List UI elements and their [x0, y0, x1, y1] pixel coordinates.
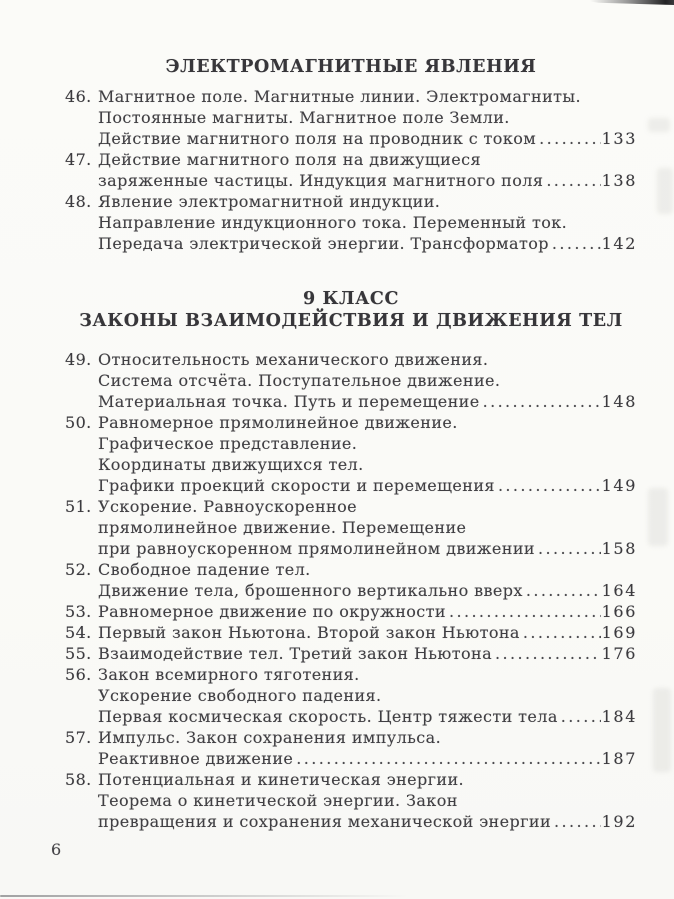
entry-line: Потенциальная и кинетическая энергии. [98, 770, 465, 789]
entry-number: 47. [65, 150, 92, 169]
entry-text: Передача электрической энергии. Трансформатор [98, 234, 549, 253]
toc-entry [65, 149, 637, 191]
dot-leader [546, 170, 600, 191]
toc-entry [65, 727, 637, 769]
entry-line: Ускорение свободного падения. [98, 686, 382, 705]
scan-bleed-through-mark [648, 118, 670, 132]
toc-entry [65, 191, 637, 254]
footer-page-number: 6 [51, 840, 62, 859]
entry-page-number: 133 [601, 129, 637, 148]
entry-number: 56. [65, 665, 92, 684]
entry-line: Относительность механического движения. [98, 350, 489, 369]
entry-line [98, 643, 637, 664]
entry-line: Действие магнитного поля на движущиеся [98, 150, 481, 169]
dot-leader [526, 580, 601, 601]
entry-number: 54. [65, 623, 92, 642]
dot-leader [498, 475, 601, 496]
toc-entry [65, 664, 637, 727]
entry-page-number: 148 [601, 392, 637, 411]
entry-page-number: 138 [601, 171, 637, 190]
section-titles [65, 56, 637, 78]
entry-text: Первая космическая скорость. Центр тяжести тела [98, 707, 558, 726]
entry-number: 57. [65, 728, 92, 747]
dot-leader [523, 622, 601, 643]
entry-number: 58. [65, 770, 92, 789]
entry-line [98, 622, 637, 643]
entry-line: Направление индукционного тока. Переменный ток. [98, 213, 568, 232]
entry-line: Свободное падение тел. [98, 560, 311, 579]
toc-entry [65, 349, 637, 412]
entry-text: Равномерное движение по окружности [98, 602, 446, 621]
scan-bleed-through-mark [648, 488, 668, 546]
scan-bottom-edge-shadow [0, 895, 408, 898]
entry-page-number: 184 [601, 707, 637, 726]
entry-text: Действие магнитного поля на проводник с током [98, 129, 537, 148]
entry-line [98, 601, 637, 622]
entry-page-number: 166 [601, 602, 637, 621]
section-title: ЭЛЕКТРОМАГНИТНЫЕ ЯВЛЕНИЯ [165, 57, 537, 77]
entry-line [98, 580, 637, 601]
dot-leader [483, 391, 601, 412]
section-entries [65, 349, 637, 832]
entry-line: Импульс. Закон сохранения импульса. [98, 728, 442, 747]
entry-line [98, 811, 637, 832]
entry-number: 46. [65, 87, 92, 106]
entry-line [98, 391, 637, 412]
section-title: 9 КЛАСС [303, 289, 399, 309]
dot-leader [554, 811, 601, 832]
dot-leader [538, 538, 601, 559]
entry-number: 52. [65, 560, 92, 579]
entry-number: 55. [65, 644, 92, 663]
section-title: ЗАКОНЫ ВЗАИМОДЕЙСТВИЯ И ДВИЖЕНИЯ ТЕЛ [79, 311, 623, 331]
toc-entry [65, 643, 637, 664]
entry-page-number: 164 [601, 581, 637, 600]
entry-line: прямолинейное движение. Перемещение [98, 518, 467, 537]
entry-page-number: 142 [601, 234, 637, 253]
entry-page-number: 169 [601, 623, 637, 642]
toc-section [65, 288, 637, 832]
entry-line [98, 475, 637, 496]
entry-line: Явление электромагнитной индукции. [98, 192, 441, 211]
entry-line: Магнитное поле. Магнитные линии. Электромагниты. [98, 87, 582, 106]
entry-text: Материальная точка. Путь и перемещение [98, 392, 480, 411]
toc-entry [65, 559, 637, 601]
dot-leader [449, 601, 601, 622]
entry-number: 49. [65, 350, 92, 369]
toc-entry [65, 769, 637, 832]
entry-text: заряженные частицы. Индукция магнитного поля [98, 171, 544, 190]
entry-page-number: 158 [601, 539, 637, 558]
toc-entry [65, 496, 637, 559]
entry-line [98, 233, 637, 254]
toc-entry [65, 601, 637, 622]
toc-entry [65, 86, 637, 149]
entry-page-number: 176 [601, 644, 637, 663]
dot-leader [296, 748, 600, 769]
toc [65, 0, 637, 832]
dot-leader [495, 643, 601, 664]
entry-text: Взаимодействие тел. Третий закон Ньютона [98, 644, 493, 663]
entry-line: Ускорение. Равноускоренное [98, 497, 357, 516]
entry-line: Равномерное прямолинейное движение. [98, 413, 458, 432]
scan-bleed-through-mark [653, 688, 671, 772]
scan-bleed-through-mark [657, 168, 673, 214]
entry-line: Закон всемирного тяготения. [98, 665, 360, 684]
entry-line: Координаты движущихся тел. [98, 455, 364, 474]
dot-leader [561, 706, 601, 727]
dot-leader [539, 128, 601, 149]
entry-number: 48. [65, 192, 92, 211]
entry-line: Система отсчёта. Поступательное движение. [98, 371, 501, 390]
dot-leader [552, 233, 601, 254]
entry-text: Движение тела, брошенного вертикально вверх [98, 581, 523, 600]
entry-text: Первый закон Ньютона. Второй закон Ньютона [98, 623, 520, 642]
entry-line: Теорема о кинетической энергии. Закон [98, 791, 458, 810]
entry-number: 50. [65, 413, 92, 432]
toc-entry [65, 622, 637, 643]
entry-number: 51. [65, 497, 92, 516]
entry-text: превращения и сохранения механической энергии [98, 812, 552, 831]
entry-text: Реактивное движение [98, 749, 294, 768]
entry-line [98, 748, 637, 769]
entry-line [98, 538, 637, 559]
entry-line [98, 128, 637, 149]
entry-number: 53. [65, 602, 92, 621]
entry-line [98, 706, 637, 727]
entry-page-number: 192 [601, 812, 637, 831]
entry-text: Графики проекций скорости и перемещения [98, 476, 495, 495]
entry-line: Графическое представление. [98, 434, 358, 453]
entry-line: Постоянные магниты. Магнитное поле Земли. [98, 108, 510, 127]
entry-text: при равноускоренном прямолинейном движении [98, 539, 535, 558]
entry-page-number: 187 [601, 749, 637, 768]
toc-entry [65, 412, 637, 496]
section-titles [65, 288, 637, 332]
entry-line [98, 170, 637, 191]
section-entries [65, 86, 637, 254]
toc-section [65, 56, 637, 254]
entry-page-number: 149 [601, 476, 637, 495]
